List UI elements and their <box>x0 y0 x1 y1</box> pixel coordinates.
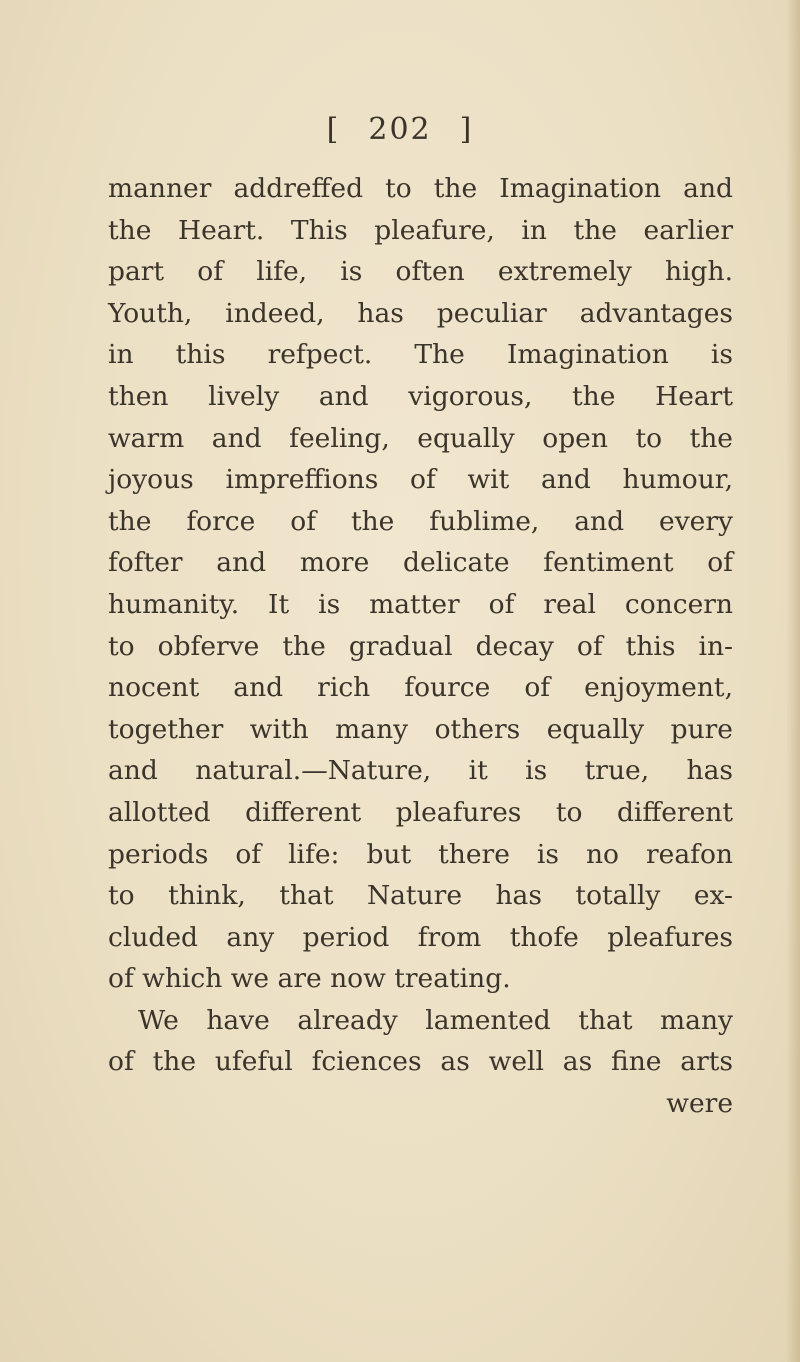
text-line: the Heart. This pleafure, in the earlier <box>108 214 733 246</box>
text-line: nocent and rich fource of enjoyment, <box>108 672 733 704</box>
text-line: cluded any period from thofe pleafures <box>108 921 733 953</box>
text-line: and natural.—Nature, it is true, has <box>108 755 733 787</box>
text-line: to obferve the gradual decay of this in- <box>108 630 733 662</box>
text-line: periods of life: but there is no reafon <box>108 838 733 870</box>
text-line: of the ufeful fciences as well as fine arts <box>108 1046 733 1078</box>
page-edge-shadow <box>786 0 800 1362</box>
text-line: to think, that Nature has totally ex- <box>108 880 733 912</box>
text-line: warm and feeling, equally open to the <box>108 422 733 454</box>
text-line: humanity. It is matter of real concern <box>108 588 733 620</box>
text-line: then lively and vigorous, the Heart <box>108 380 733 412</box>
open-bracket: [ <box>326 112 341 147</box>
text-line: part of life, is often extremely high. <box>108 256 733 288</box>
paragraph-start-line: We have already lamented that many <box>138 1004 733 1036</box>
text-line: allotted different pleafures to different <box>108 796 733 828</box>
page-number: 202 <box>368 112 432 147</box>
text-line: manner addreffed to the Imagination and <box>108 173 733 204</box>
paragraph-end-line: of which we are now treating. <box>108 963 511 995</box>
text-line: the force of the fublime, and every <box>108 505 733 537</box>
body-text <box>108 168 733 1125</box>
text-line: in this refpect. The Imagination is <box>108 339 733 371</box>
close-bracket: ] <box>459 112 474 147</box>
text-line: together with many others equally pure <box>108 713 733 745</box>
text-line: joyous impreffions of wit and humour, <box>108 464 733 496</box>
page-header <box>0 112 800 147</box>
catchword: were <box>666 1088 733 1120</box>
text-line: fofter and more delicate fentiment of <box>108 547 733 579</box>
text-line: Youth, indeed, has peculiar advantages <box>108 297 733 329</box>
